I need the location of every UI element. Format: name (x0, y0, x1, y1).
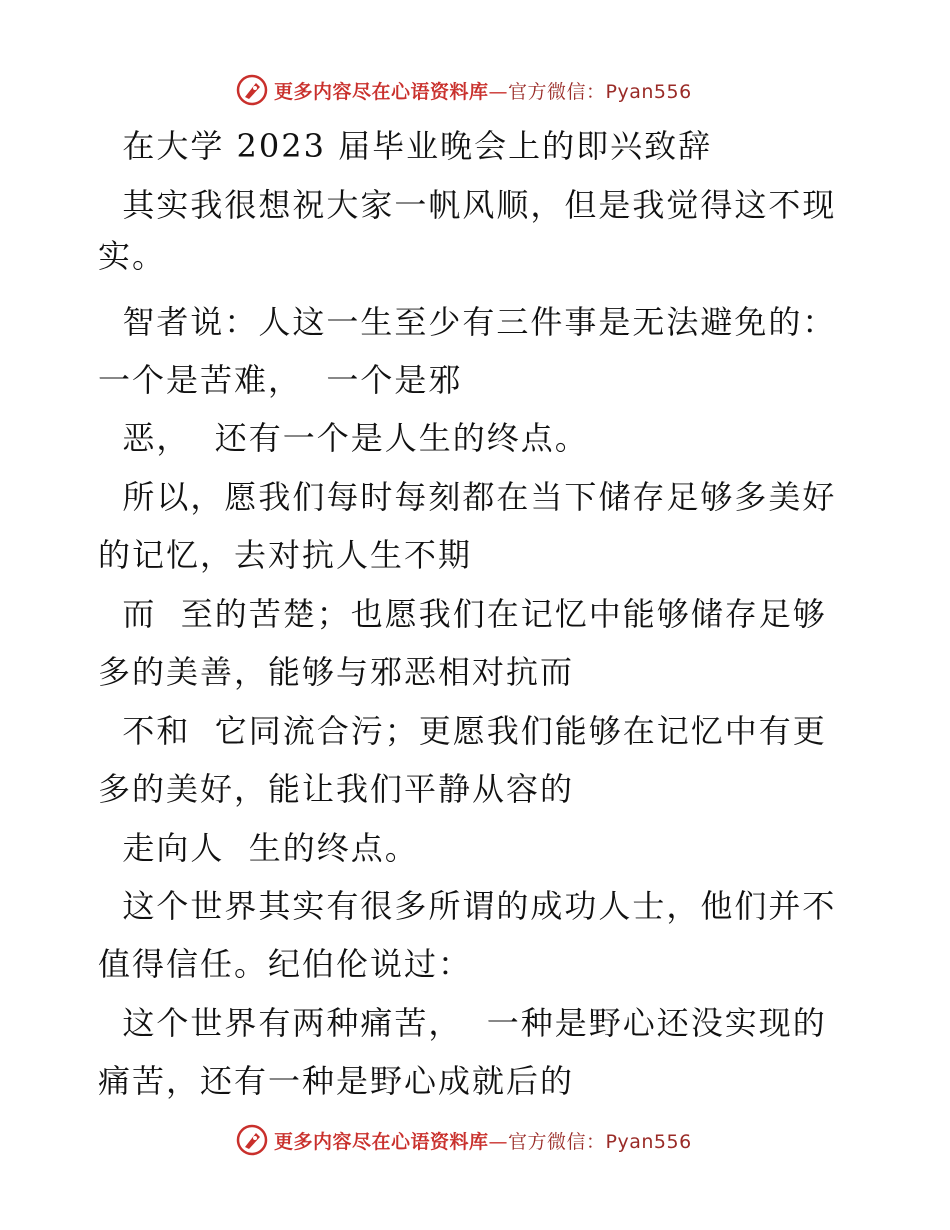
header-banner (236, 72, 706, 108)
banner-contact: 官方微信：Pyan556 (508, 1130, 692, 1153)
paragraph-line: 恶， 还有一个是人生的终点。 (98, 419, 589, 457)
paragraph-line: 多的美好，能让我们平静从容的 (98, 770, 575, 808)
paragraph-line: 值得信任。纪伯伦说过： (98, 945, 473, 983)
paragraph-line: 其实我很想祝大家一帆风顺，但是我觉得这不现 (98, 186, 837, 224)
banner-separator: — (488, 80, 509, 103)
paragraph-line: 所以，愿我们每时每刻都在当下储存足够多美好 (98, 478, 837, 516)
header-banner-text (274, 77, 692, 104)
pen-nib-logo-icon (236, 1124, 268, 1156)
paragraph-line: 一个是苦难， 一个是邪 (98, 361, 463, 399)
paragraph-line: 智者说：人这一生至少有三件事是无法避免的： (98, 303, 837, 341)
banner-slogan: 更多内容尽在心语资料库 (274, 80, 489, 103)
banner-separator: — (488, 1130, 509, 1153)
paragraph-line: 走向人 生的终点。 (98, 829, 419, 867)
paragraph-line: 不和 它同流合污；更愿我们能够在记忆中有更 (98, 712, 827, 750)
paragraph-line: 这个世界有两种痛苦， 一种是野心还没实现的 (98, 1004, 827, 1042)
paragraph-line: 的记忆，去对抗人生不期 (98, 536, 473, 574)
paragraph-line: 痛苦，还有一种是野心成就后的 (98, 1062, 575, 1100)
paragraph-line: 多的美善，能够与邪恶相对抗而 (98, 653, 575, 691)
banner-slogan: 更多内容尽在心语资料库 (274, 1130, 489, 1153)
paragraph-line: 实。 (98, 237, 167, 275)
banner-contact: 官方微信：Pyan556 (508, 80, 692, 103)
footer-banner-text (274, 1127, 692, 1154)
paragraph-line: 这个世界其实有很多所谓的成功人士，他们并不 (98, 887, 837, 925)
paragraph-line: 而 至的苦楚；也愿我们在记忆中能够储存足够 (98, 595, 827, 633)
pen-nib-logo-icon (236, 74, 268, 106)
footer-banner (236, 1122, 706, 1158)
document-title: 在大学 2023 届毕业晚会上的即兴致辞 (98, 127, 713, 165)
